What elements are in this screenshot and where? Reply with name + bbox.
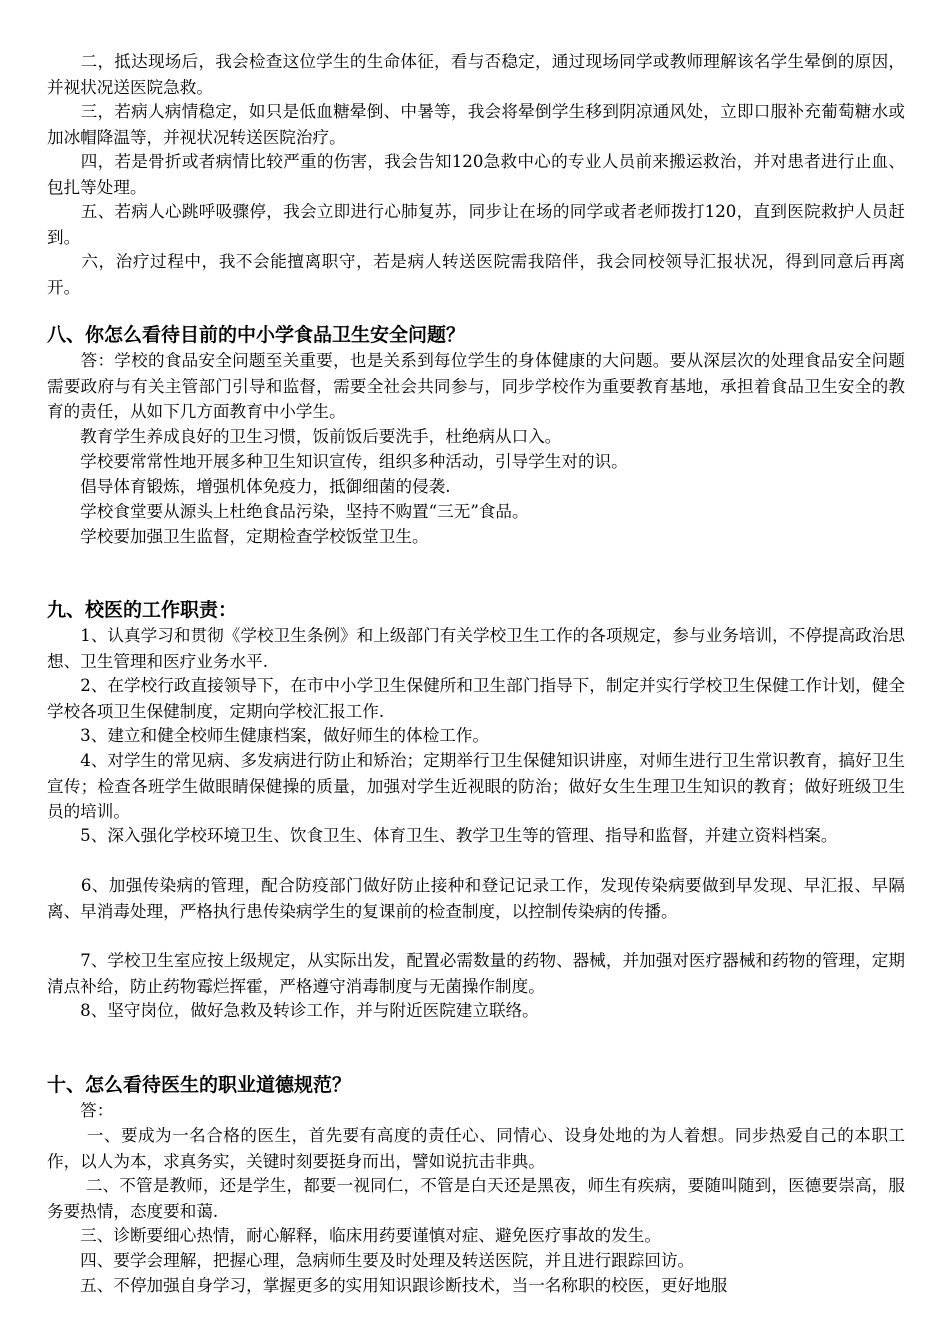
paragraph-s7-2: 二，抵达现场后，我会检查这位学生的生命体征，看与否稳定，通过现场同学或教师理解该名学生晕倒的原因，并视状况送医院急救。 — [47, 52, 905, 97]
paragraph-s9-2: 2、在学校行政直接领导下，在市中小学卫生保健所和卫生部门指导下，制定并实行学校卫生保健工作计划，健全学校各项卫生保健制度，定期向学校汇报工作. — [47, 676, 905, 721]
paragraph-s10-4: 四、要学会理解，把握心理，急病师生要及时处理及转送医院，并且进行跟踪回访。 — [47, 1251, 695, 1270]
paragraph-s7-4: 四，若是骨折或者病情比较严重的伤害，我会告知120急救中心的专业人员前来搬运救治，并对患者进行止血、包扎等处理。 — [47, 152, 905, 197]
paragraph-s9-3: 3、建立和健全校师生健康档案，做好师生的体检工作。 — [47, 726, 489, 745]
paragraph-s9-5: 5、深入强化学校环境卫生、饮食卫生、体育卫生、教学卫生等的管理、指导和监督，并建立资料档案。 — [47, 826, 838, 845]
paragraph-s8-answer: 答：学校的食品安全问题至关重要，也是关系到每位学生的身体健康的大问题。要从深层次的处理食品安全问题需要政府与有关主管部门引导和监督，需要全社会共同参与，同步学校作为重要教育基地，承担着食品卫生安全的教育的责任，从如下几方面教育中小学生。 — [47, 351, 905, 421]
paragraph-s9-4: 4、对学生的常见病、多发病进行防止和矫治；定期举行卫生保健知识讲座，对师生进行卫生常识教育，搞好卫生宣传；检查各班学生做眼睛保健操的质量，加强对学生近视眼的防治；做好女生生理卫生知识的教育；做好班级卫生员的培训。 — [47, 751, 905, 821]
paragraph-s7-5: 五、若病人心跳呼吸骤停，我会立即进行心肺复苏，同步让在场的同学或者老师拨打120，直到医院救护人员赶到。 — [47, 202, 905, 247]
paragraph-s9-7: 7、学校卫生室应按上级规定，从实际出发，配置必需数量的药物、器械，并加强对医疗器械和药物的管理，定期清点补给，防止药物霉烂挥霍，严格遵守消毒制度与无菌操作制度。 — [47, 951, 905, 996]
paragraph-s9-8: 8、坚守岗位，做好急救及转诊工作，并与附近医院建立联络。 — [47, 1001, 539, 1020]
section-heading-10: 十、怎么看待医生的职业道德规范？ — [47, 1074, 352, 1096]
paragraph-s10-5: 五、不停加强自身学习，掌握更多的实用知识跟诊断技术，当一名称职的校医，更好地服 — [47, 1276, 728, 1295]
paragraph-s7-6: 六，治疗过程中，我不会能擅离职守，若是病人转送医院需我陪伴，我会同校领导汇报状况，得到同意后再离开。 — [47, 252, 905, 297]
section-heading-8: 八、你怎么看待目前的中小学食品卫生安全问题？ — [47, 324, 466, 346]
paragraph-s10-1: 一、要成为一名合格的医生，首先要有高度的责任心、同情心、设身处地的为人着想。同步热爱自己的本职工作，以人为本，求真务实，关键时刻要挺身而出，譬如说抗击非典。 — [47, 1126, 905, 1171]
paragraph-s8-item: 学校要加强卫生监督，定期检查学校饭堂卫生。 — [47, 527, 429, 546]
paragraph-s8-item: 学校食堂要从源头上杜绝食品污染，坚持不购置“三无”食品。 — [47, 502, 529, 521]
paragraph-s10-3: 三、诊断要细心热情，耐心解释，临床用药要谨慎对症、避免医疗事故的发生。 — [47, 1226, 661, 1245]
paragraph-s10-2: 二、不管是教师，还是学生，都要一视同仁，不管是白天还是黑夜，师生有疾病，要随叫随到，医德要崇高，服务要热情，态度要和蔼. — [47, 1176, 905, 1221]
paragraph-s8-item: 学校要常常性地开展多种卫生知识宣传，组织多种活动，引导学生对的识。 — [47, 452, 628, 471]
paragraph-s8-item: 教育学生养成良好的卫生习惯，饭前饭后要洗手，杜绝病从口入。 — [47, 427, 562, 446]
paragraph-s9-6: 6、加强传染病的管理，配合防疫部门做好防止接种和登记记录工作，发现传染病要做到早发现、早汇报、早隔离、早消毒处理，严格执行患传染病学生的复课前的检查制度，以控制传染病的传播。 — [47, 876, 905, 921]
paragraph-s9-1: 1、认真学习和贯彻《学校卫生条例》和上级部门有关学校卫生工作的各项规定，参与业务培训，不停提高政治思想、卫生管理和医疗业务水平. — [47, 626, 905, 671]
paragraph-s7-3: 三，若病人病情稳定，如只是低血糖晕倒、中暑等，我会将晕倒学生移到阴凉通风处，立即口服补充葡萄糖水或加冰帽降温等，并视状况转送医院治疗。 — [47, 102, 905, 147]
paragraph-s10-answer: 答： — [47, 1101, 114, 1120]
section-heading-9: 九、校医的工作职责： — [47, 599, 238, 621]
paragraph-s8-item: 倡导体育锻炼，增强机体免疫力，抵御细菌的侵袭. — [47, 477, 451, 496]
